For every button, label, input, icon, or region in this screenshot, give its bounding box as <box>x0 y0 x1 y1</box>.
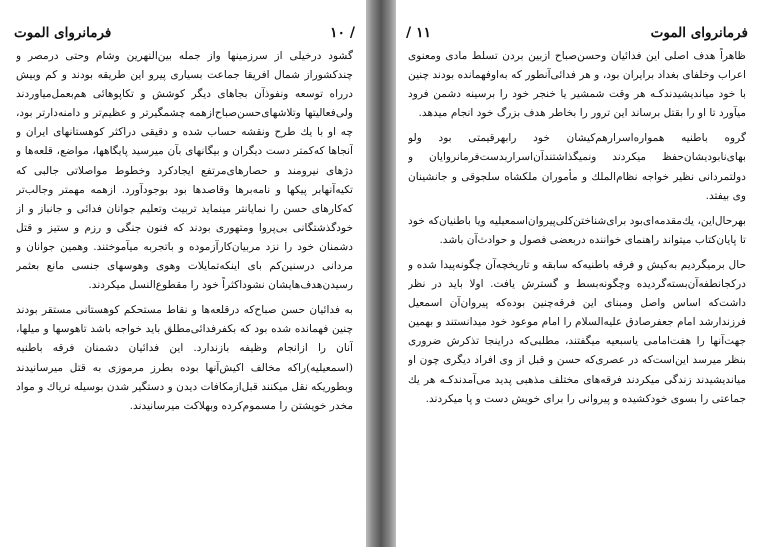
page-number-block <box>330 25 355 41</box>
right-page <box>396 9 758 536</box>
page-number-block <box>406 25 431 41</box>
running-title: فرمانروای الموت <box>650 25 748 41</box>
paragraph: بهرحال‌این، یك‌مقدمه‌ای‌بود برای‌شناختن‌کلی‌پیروان‌اسمعیلیه ویا باطنیان‌که خود تا پایان‌کتاب میتواند راهنمای خواننده دربعضی فصول و حوادث‌آن باشد. <box>408 214 746 246</box>
paragraph: به فدائیان حسن صباح‌که درقلعه‌ها و نقاط مستحکم کوهستانی مستقر بودند چنین فهمانده شده بود که بکفرفدائی‌مطلق باید خواجه باشد تاهوسها و میلها، آنان را ازانجام وظیفه بازندارد. این فدائیان دشمنان فرقه باطنیه (اسمعیلیه)راکه مخالف اکیش‌آنها بوده بطرز مرموزی به قتل میرسانیدند وبطوریکه نقل میکنند قبل‌ازمکافات دیدن و دستگیر شدن بوسیله تریاك و مواد مخدر خویشتن را مسموم‌کرده وبهلاکت میرسانیدند. <box>16 304 353 412</box>
page-number: ۱۰ <box>329 25 345 41</box>
left-page <box>4 9 365 536</box>
running-title: فرمانروای الموت <box>14 25 112 41</box>
header-separator: / <box>406 25 412 41</box>
paragraph: گشود درخیلی از سرزمینها واز جمله بین‌النهرین وشام وحتی درمصر و چندکشوراز شمال افریقا جماعت بسیاری پیرو این طریقه بودند و کم وبیش درراه توسعه ونفوذآن بجاهای دیگر کوشش و تکاپوهائی هم‌بعمل‌میاوردند ولی‌فعالیتها وتلاشهای‌حسن‌صباح‌ازهمه چشمگیرتر و عظیم‌تر و دامنه‌دارتر بود، چه او با یك طرح ونقشه حساب شده و دقیقی دراکثر کوهستانهای ایران و آنجاها که‌کمتر دست دیگران و بیگانهای بآن میرسید پایگاهها، مواضع، قلعه‌ها و دژهای نیرومند و حصارهای‌مرتفع ایجادکرد وخطوط مواصلاتی جالبی که تکیه‌آنهابر پیکها و نامه‌برها وقاصدها بود بوجودآورد. ازهمه مهمتر وجالب‌تر که‌کارهای حسن را نمایانتر مینماید تربیت وتعلیم جوانان فدائی و جانباز و از خودگذشتگانی بی‌پروا ومتهوری بودند که فنون جنگی و رزم و ستیز و قتل دشمنان خود را نزد مربیان‌کارآزموده و باتجربه میآموختند. وهمین جوانان و مردانی درسنین‌کم بای اینکه‌تمایلات وهوی وهوسهای جنسی مانع بعثمر رسیدن‌هدف‌هایشان نشود‌اکثراً خود را مقطوع‌النسل میکردند. <box>16 50 353 292</box>
paragraph: گروه باطنیه همواره‌اسرارهم‌کیشان خود رابهرقیمتی بود ولو بهای‌نابودیشان‌حفظ میکردند ونمیگذاشتندآن‌اسراربدست‌فرمانروایان و دولتمردانی نظیر خواجه نظام‌الملك و مأموران ملکشاه سلجوقی و جانشینان وی بیفتد. <box>408 132 746 202</box>
book-gutter <box>366 0 396 547</box>
right-page-header <box>406 23 748 43</box>
left-page-text <box>16 47 353 522</box>
page-number: ۱۱ <box>416 25 432 41</box>
paragraph: حال برمیگردیم به‌کیش و فرقه باطنیه‌که سابقه و تاریخچه‌آن چگونه‌پیدا شده و درکجانطفه‌آن‌بسته‌گردیده وچگونه‌بسط و گسترش یافت. اولا باید در نظر داشت‌که اساس واصل ومبنای این فرقه‌چنین بوده‌که پیروان‌آن اسمعیل فرزندارشد امام جعفرصادق علیه‌السلام را امام موعود خود میدانستند و بهمین جهت‌آنها را هفت‌امامی یاسبعیه میگفتند، مطلبی‌که دراینجا تذکرش ضروری بنظر میرسد این‌است‌که در عصری‌که حسن و قبل از وی افراد دیگری چون او میاندیشیدند زندگی میکردند فرقه‌های مختلف مذهبی پدید می‌آمدند‌کـه هر یك جماعتی را بسوی خودکشیده و پیروانی را برای خویش دست و پا میکردند. <box>408 258 746 405</box>
left-page-header <box>14 23 355 43</box>
paragraph: ظاهراً هدف اصلی این فدائیان وحسن‌صباح ازبین بردن تسلط مادی ومعنوی اعراب وخلفای بغداد برایران بود، و هر فدائی‌آنطور که به‌اوفهمانده بودند چنین با خود میاندیشیدند‌کـه هر وقت شمشیر یا خنجر خود را برسینه دشمن فرود میآورد تا او را بقتل برساند این ترور را بخاطر هدف بزرگ خود انجام میدهد. <box>408 50 746 120</box>
header-separator: / <box>349 25 355 41</box>
right-page-text <box>408 47 746 522</box>
